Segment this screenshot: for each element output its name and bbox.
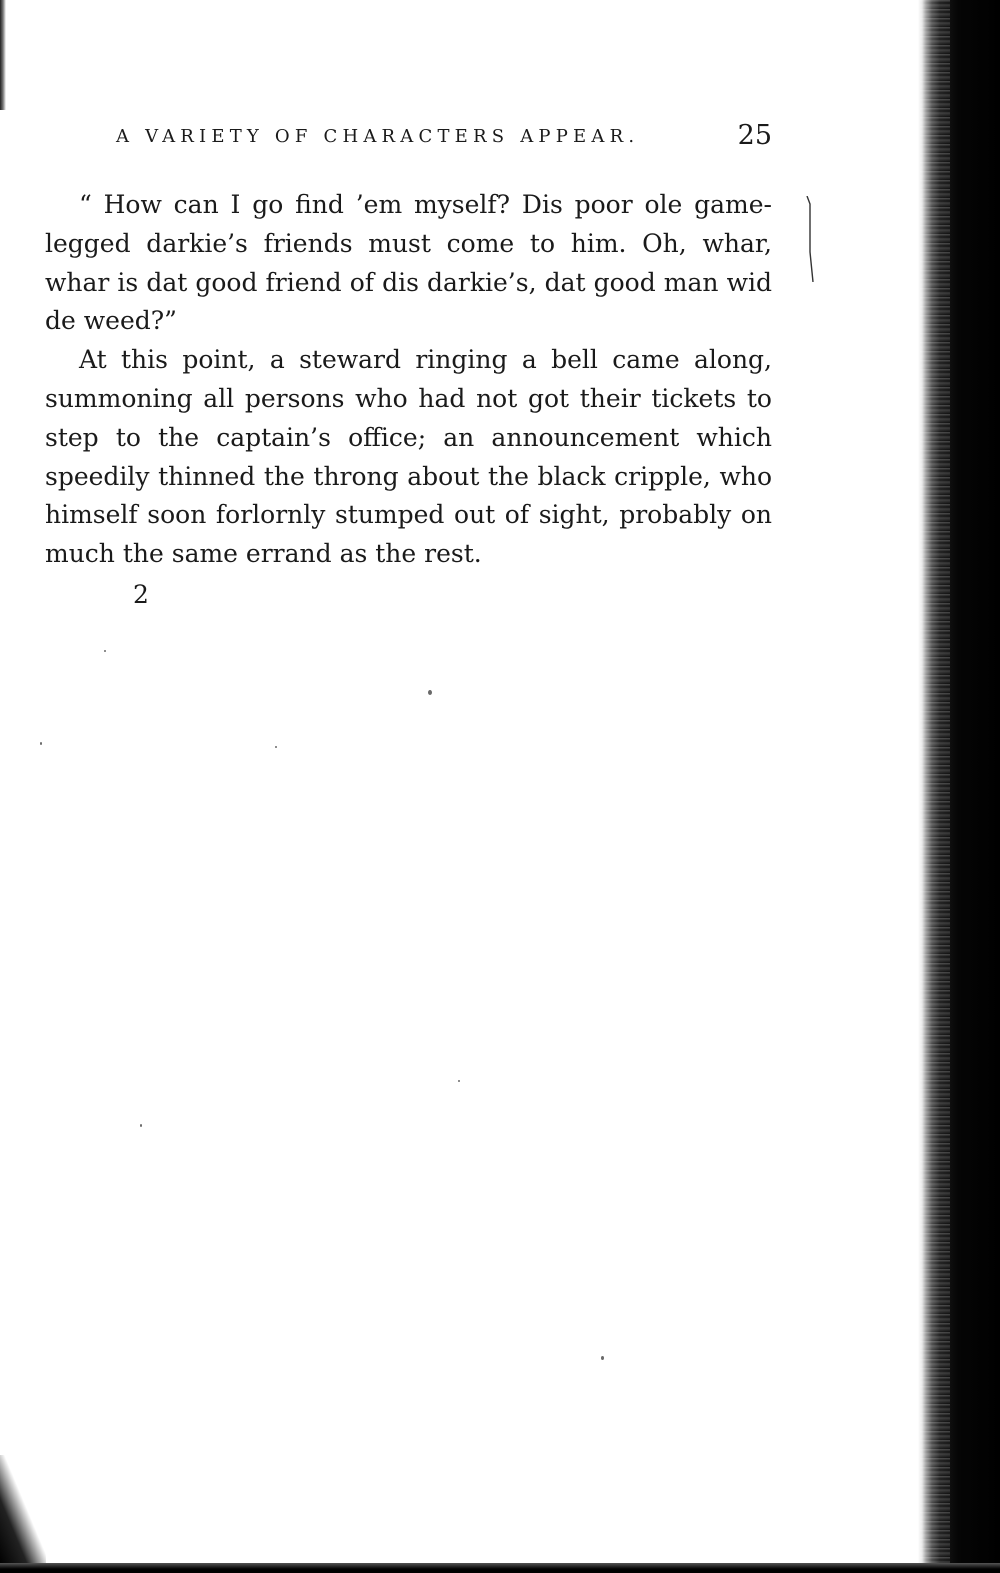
running-head [116, 120, 772, 154]
signature-mark: 2 [133, 580, 149, 609]
paragraph-dialogue: “ How can I go find ’em myself? Dis poor ole game-legged darkie’s friends must come to him. Oh, whar, whar is dat good friend of dis darkie’s, dat good man wid de weed?” [45, 190, 772, 336]
running-title: A VARIETY OF CHARACTERS APPEAR. [116, 126, 640, 147]
paper-speck [140, 1124, 142, 1127]
paper-speck [275, 746, 277, 748]
paper-speck [40, 742, 42, 745]
paper-speck [601, 1356, 604, 1360]
body-text [45, 186, 772, 574]
scan-edge-bottom [0, 1563, 1000, 1573]
paper-speck [428, 690, 432, 695]
scan-edge-texture [920, 0, 950, 1573]
scan-corner-shadow [0, 1455, 46, 1565]
paper-speck [458, 1080, 460, 1082]
paper-speck [104, 650, 106, 652]
paragraph-narration: At this point, a steward ringing a bell came along, summoning all persons who had not got their tickets to step to the captain’s office; an announcement which speedily thinned the throng about the black cripple, who himself soon forlornly stumped out of sight, probably on much the same errand as the rest. [45, 345, 772, 569]
scan-edge-left [0, 0, 6, 110]
margin-pencil-mark [806, 196, 814, 282]
page-number: 25 [737, 120, 772, 151]
